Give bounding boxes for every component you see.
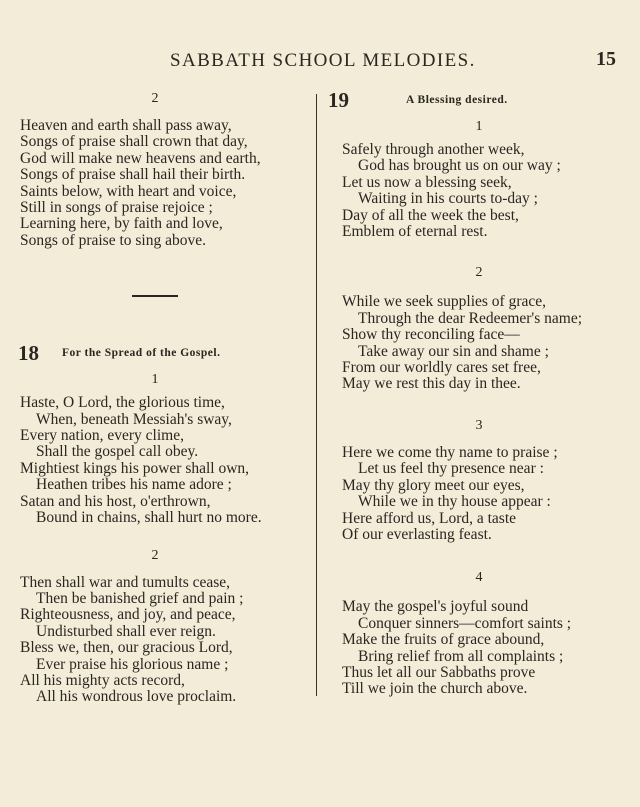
verse-line: Here afford us, Lord, a taste [342, 509, 517, 527]
verse-line: Saints below, with heart and voice, [20, 182, 237, 200]
verse-line: Safely through another week, [342, 141, 525, 158]
left-column [0, 90, 310, 706]
verse-line: Heathen tribes his name adore ; [36, 476, 232, 494]
verse-line: Bring relief from all complaints ; [358, 647, 564, 665]
verse-line: Day of all the week the best, [342, 206, 519, 224]
stanza-number: 4 [475, 570, 483, 586]
hymn-title: For the Spread of the Gospel. [62, 347, 221, 360]
verse-line: Learning here, by faith and love, [20, 215, 223, 233]
verse-line: Till we join the church above. [342, 680, 528, 698]
verse-line: Of our everlasting feast. [342, 525, 492, 543]
verse-line: Then shall war and tumults cease, [20, 573, 231, 591]
verse-line: Heaven and earth shall pass away, [20, 117, 232, 134]
stanza [0, 371, 310, 526]
verse-line: Conquer sinners—comfort saints ; [358, 614, 572, 632]
verse-line: Through the dear Redeemer's name; [358, 309, 583, 327]
verse-line: Emblem of eternal rest. [342, 223, 488, 241]
verse-line: Waiting in his courts to-day ; [358, 190, 538, 208]
verse-line: Let us feel thy presence near : [358, 460, 544, 478]
verse-line: Still in songs of praise rejoice ; [20, 199, 213, 217]
verse-line: May we rest this day in thee. [342, 375, 521, 393]
verse-line: Mightiest kings his power shall own, [20, 459, 250, 477]
stanza [318, 118, 640, 240]
verse-line: Righteousness, and joy, and peace, [20, 606, 236, 624]
verse-line: While we in thy house appear : [358, 493, 551, 511]
verse-line: From our worldly cares set free, [342, 359, 541, 377]
verse-line: All his mighty acts record, [20, 671, 185, 689]
verse-line: Every nation, every clime, [20, 427, 184, 445]
running-title: SABBATH SCHOOL MELODIES. [170, 50, 476, 71]
hymn-number: 18 [18, 341, 39, 366]
stanza [318, 264, 640, 392]
verse-line: Songs of praise to sing above. [20, 231, 206, 249]
verse-line: Take away our sin and shame ; [358, 342, 549, 360]
stanza [318, 417, 640, 543]
stanza [0, 90, 310, 249]
verse-line: Ever praise his glorious name ; [36, 655, 229, 673]
verse-line: May the gospel's joyful sound [342, 598, 529, 616]
verse-line: Songs of praise shall crown that day, [20, 133, 248, 151]
column-divider [316, 94, 317, 696]
verse-line: May thy glory meet our eyes, [342, 476, 525, 494]
page-number: 15 [596, 48, 616, 70]
stanza [0, 547, 310, 706]
page-header [0, 46, 640, 76]
verse-line: All his wondrous love proclaim. [36, 688, 237, 706]
verse-line: God has brought us on our way ; [358, 157, 561, 175]
verse-line: Thus let all our Sabbaths prove [342, 663, 536, 681]
right-column [318, 90, 640, 698]
verse-line: When, beneath Messiah's sway, [36, 410, 232, 428]
stanza-number: 3 [475, 417, 483, 433]
stanza-number: 1 [475, 119, 483, 134]
stanza [318, 569, 640, 697]
stanza-number: 2 [151, 91, 159, 106]
verse-line: Show thy reconciling face— [342, 326, 520, 344]
verse-line: God will make new heavens and earth, [20, 149, 261, 167]
verse-line: Satan and his host, o'erthrown, [20, 492, 211, 510]
stanza-number: 2 [475, 265, 483, 281]
verse-line: Bless we, then, our gracious Lord, [20, 639, 233, 657]
verse-line: Haste, O Lord, the glorious time, [20, 394, 225, 412]
hymn-title: A Blessing desired. [406, 94, 508, 106]
verse-line: Shall the gospel call obey. [36, 443, 199, 461]
hymn-heading [318, 90, 640, 112]
verse-line: Then be banished grief and pain ; [36, 589, 244, 607]
hymn-heading [0, 341, 310, 366]
verse-line: Songs of praise shall hail their birth. [20, 166, 246, 184]
verse-line: Make the fruits of grace abound, [342, 631, 545, 649]
verse-line: Undisturbed shall ever reign. [36, 622, 216, 640]
hymn-number: 19 [328, 88, 349, 112]
verse-line: While we seek supplies of grace, [342, 293, 547, 311]
verse-line: Let us now a blessing seek, [342, 173, 512, 191]
verse-line: Bound in chains, shall hurt no more. [36, 509, 262, 527]
stanza-number: 2 [151, 547, 159, 563]
verse-line: Here we come thy name to praise ; [342, 443, 558, 461]
stanza-number: 1 [151, 372, 159, 388]
